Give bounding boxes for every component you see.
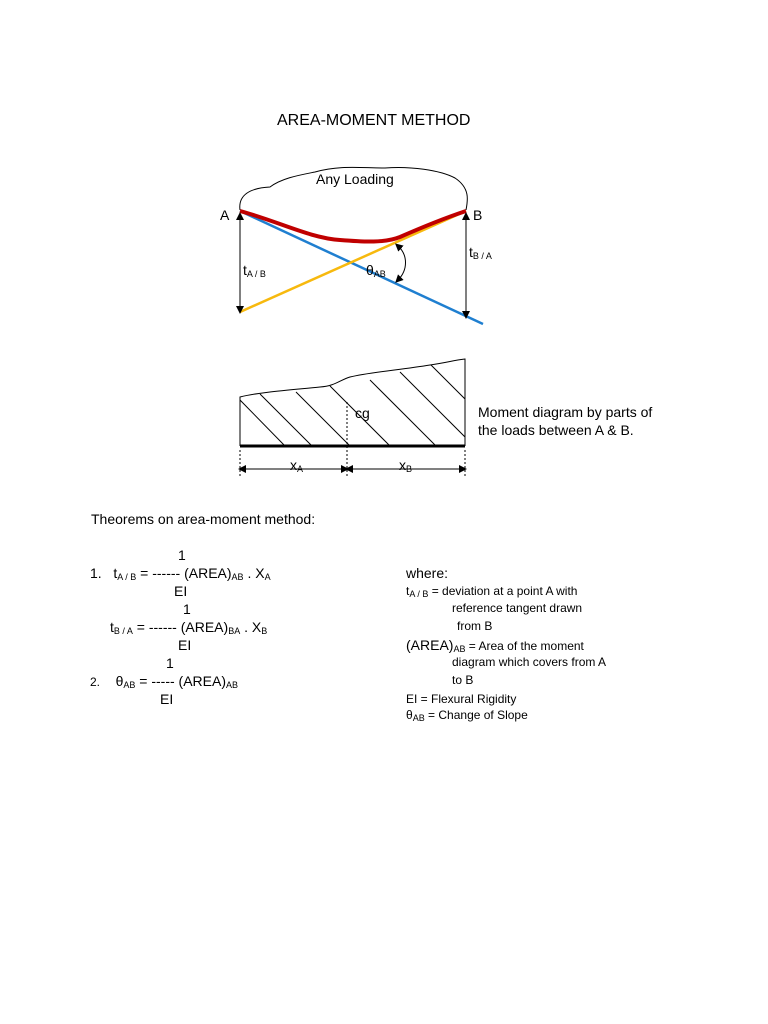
definition-t-ab-cont1: reference tangent drawn (452, 601, 583, 615)
moment-diagram-outline (240, 359, 465, 446)
moment-caption-line2: the loads between A & B. (478, 422, 634, 438)
definition-area-cont2: to B (452, 673, 474, 687)
eq1-number: 1. (90, 565, 102, 581)
eq2-numerator: 1 (166, 655, 174, 671)
definition-t-ab: $t_{A / B}$ = deviation at a point A with (406, 584, 578, 599)
definition-area: $(AREA)_{AB}$ = Area of the moment (406, 637, 584, 654)
any-loading-label: Any Loading (316, 171, 394, 187)
deflection-diagram (0, 0, 768, 340)
eq1-line: 1. $t_{A / B}$ = ------ $(AREA)_{AB}$ . $X_A$ (90, 565, 271, 582)
moment-diagram (0, 340, 768, 490)
definition-theta: $\theta_{AB}$ = Change of Slope (406, 708, 528, 723)
definition-area-cont1: diagram which covers from A (452, 655, 607, 669)
point-b-label: B (473, 207, 483, 223)
page-title: AREA-MOMENT METHOD (277, 112, 471, 129)
eq1b-denominator: EI (178, 637, 192, 653)
eq1-numerator: 1 (178, 547, 186, 563)
xa-label: $x_A$ (290, 457, 304, 474)
eq1-denominator: EI (174, 583, 188, 599)
definition-t-ab-cont2: from B (457, 619, 493, 633)
cg-label: cg (355, 405, 370, 421)
theorems-heading: Theorems on area-moment method: (91, 511, 316, 527)
eq1b-line: $t_{B / A}$ = ------ $(AREA)_{BA}$ . $X_B$ (110, 619, 268, 636)
theta-arc (398, 246, 406, 280)
eq1b-numerator: 1 (183, 601, 191, 617)
xb-label: $x_B$ (399, 457, 413, 474)
moment-caption-line1: Moment diagram by parts of (478, 404, 653, 420)
eq2-line: 2. $\theta_{AB}$ = ----- $(AREA)_{AB}$ (90, 673, 239, 690)
point-a-label: A (220, 207, 230, 223)
definition-ei: EI = Flexural Rigidity (406, 692, 517, 706)
t-ba-label: $t_{B / A}$ (469, 244, 492, 261)
eq2-denominator: EI (160, 691, 174, 707)
theta-ab-label: $\theta_{AB}$ (366, 262, 386, 279)
eq2-number: 2. (90, 675, 101, 689)
where-heading: where: (406, 565, 449, 581)
tangent-line-a (240, 211, 483, 324)
t-ab-label: $t_{A / B}$ (243, 262, 266, 279)
